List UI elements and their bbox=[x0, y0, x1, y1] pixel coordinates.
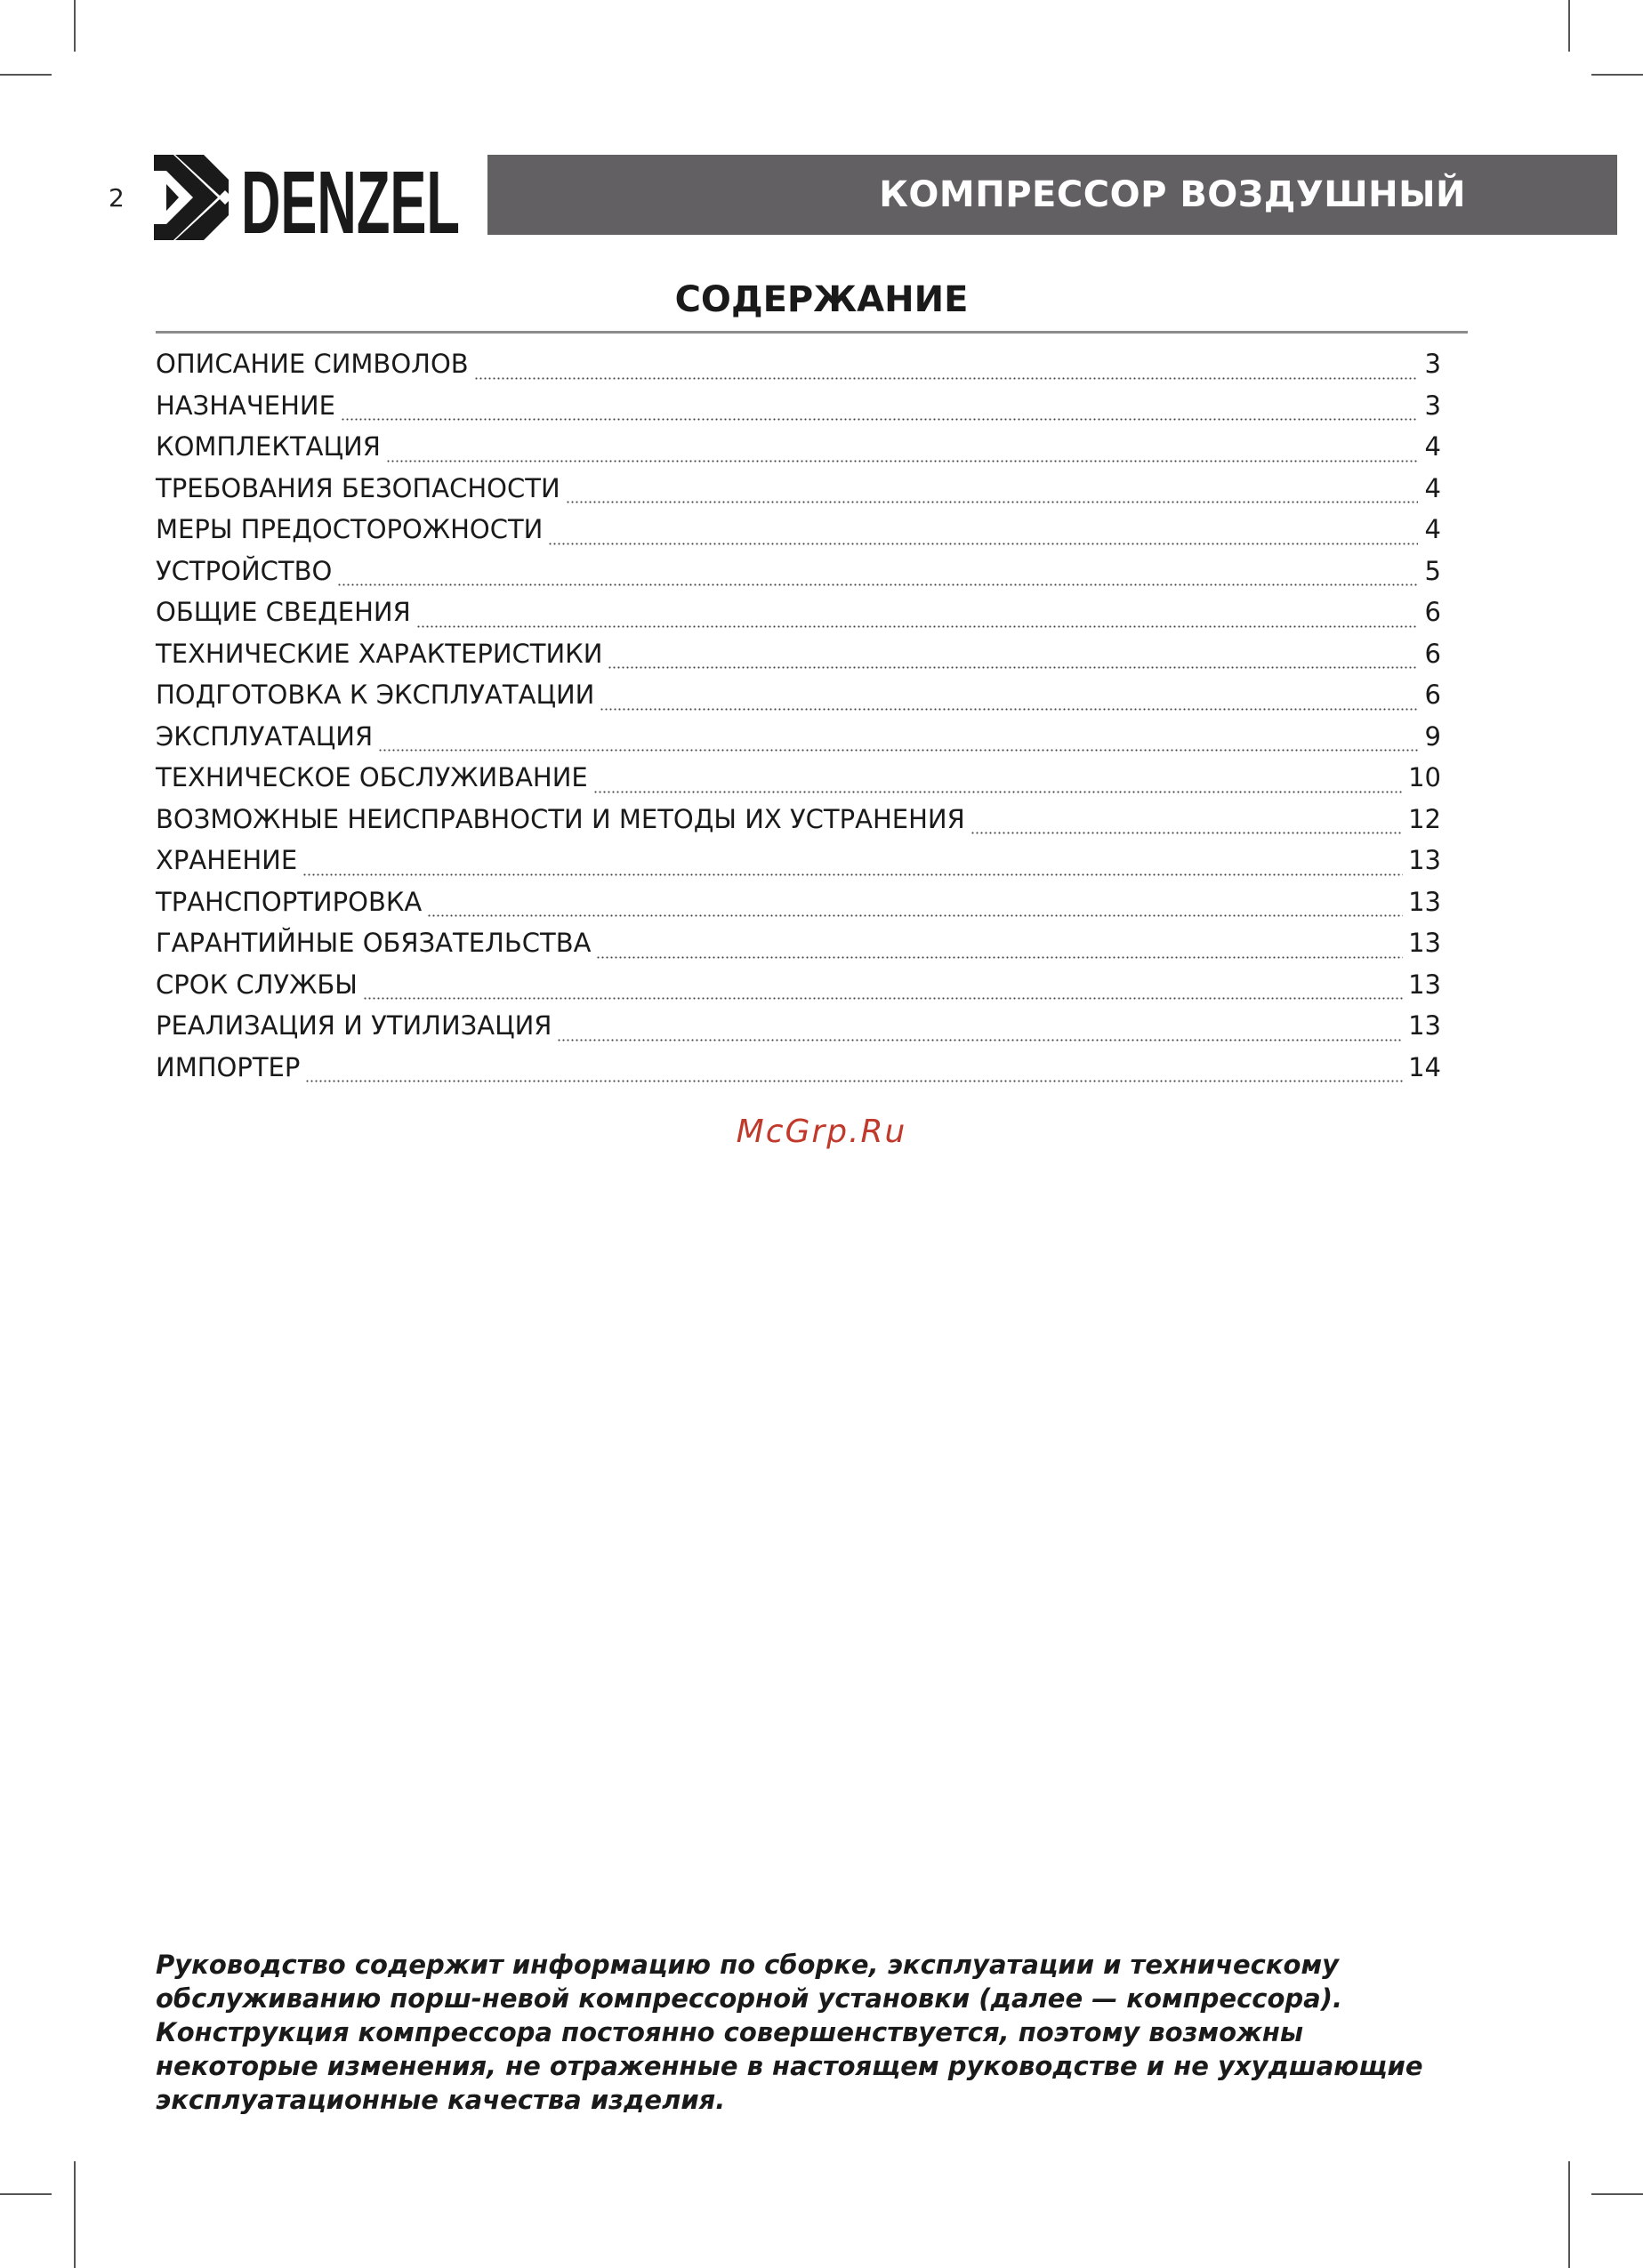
watermark: McGrp.Ru bbox=[736, 1114, 907, 1150]
toc-entry-label: ХРАНЕНИЕ bbox=[156, 845, 298, 875]
toc-leader-dots bbox=[337, 583, 1418, 586]
toc-entry[interactable] bbox=[156, 1010, 1441, 1052]
toc-entry[interactable] bbox=[156, 1052, 1441, 1094]
toc-entry-page: 6 bbox=[1424, 638, 1441, 669]
toc-entry-label: ГАРАНТИЙНЫЕ ОБЯЗАТЕЛЬСТВА bbox=[156, 928, 592, 958]
toc-entry-label: ПОДГОТОВКА К ЭКСПЛУАТАЦИИ bbox=[156, 680, 595, 710]
toc-entry-label: МЕРЫ ПРЕДОСТОРОЖНОСТИ bbox=[156, 514, 544, 544]
toc-leader-dots bbox=[596, 956, 1403, 959]
toc-entry-label: ТРАНСПОРТИРОВКА bbox=[156, 886, 423, 917]
toc-leader-dots bbox=[608, 666, 1418, 669]
toc-entry-page: 13 bbox=[1408, 969, 1441, 1000]
toc-title: СОДЕРЖАНИЕ bbox=[674, 279, 969, 320]
toc-entry-page: 13 bbox=[1408, 1010, 1441, 1041]
toc-entry-page: 9 bbox=[1424, 720, 1441, 752]
toc-entry-label: УСТРОЙСТВО bbox=[156, 555, 333, 586]
toc-leader-dots bbox=[593, 791, 1403, 793]
toc-leader-dots bbox=[970, 832, 1403, 834]
toc-leader-dots bbox=[341, 418, 1418, 421]
toc-leader-dots bbox=[363, 997, 1403, 1000]
toc-leader-dots bbox=[474, 377, 1418, 380]
toc-entry[interactable] bbox=[156, 804, 1441, 846]
toc-entry-label: ТЕХНИЧЕСКОЕ ОБСЛУЖИВАНИЕ bbox=[156, 762, 588, 792]
toc-entry-label: ОБЩИЕ СВЕДЕНИЯ bbox=[156, 597, 411, 627]
toc-leader-dots bbox=[416, 625, 1418, 628]
toc-entry-page: 4 bbox=[1424, 472, 1441, 503]
toc-entry-label: ИМПОРТЕР bbox=[156, 1051, 301, 1082]
toc-leader-dots bbox=[600, 708, 1418, 711]
toc-entry-page: 10 bbox=[1408, 762, 1441, 792]
crop-mark bbox=[0, 2193, 52, 2195]
toc-entry[interactable] bbox=[156, 721, 1441, 763]
toc-entry-label: ТРЕБОВАНИЯ БЕЗОПАСНОСТИ bbox=[156, 472, 560, 503]
toc-entry-page: 3 bbox=[1424, 349, 1441, 379]
denzel-logo bbox=[154, 151, 461, 253]
toc-entry-page: 4 bbox=[1424, 514, 1441, 544]
crop-mark bbox=[1568, 0, 1570, 52]
crop-mark bbox=[1591, 74, 1643, 76]
toc-entry-label: КОМПЛЕКТАЦИЯ bbox=[156, 431, 381, 462]
toc-title-rule bbox=[156, 331, 1468, 334]
toc-entry-label: ВОЗМОЖНЫЕ НЕИСПРАВНОСТИ И МЕТОДЫ ИХ УСТРАНЕНИЯ bbox=[156, 803, 965, 834]
toc-leader-dots bbox=[305, 1080, 1403, 1082]
toc-entry-page: 3 bbox=[1424, 390, 1441, 421]
product-title-banner bbox=[487, 155, 1617, 235]
toc-leader-dots bbox=[566, 501, 1418, 503]
toc-entry-page: 13 bbox=[1408, 928, 1441, 958]
toc-entry-label: ТЕХНИЧЕСКИЕ ХАРАКТЕРИСТИКИ bbox=[156, 638, 603, 669]
toc-entry-page: 4 bbox=[1424, 431, 1441, 462]
page-number: 2 bbox=[109, 183, 125, 213]
toc-entry-label: РЕАЛИЗАЦИЯ И УТИЛИЗАЦИЯ bbox=[156, 1010, 552, 1041]
toc-entry-label: ОПИСАНИЕ СИМВОЛОВ bbox=[156, 349, 469, 379]
toc-entry-label: СРОК СЛУЖБЫ bbox=[156, 969, 358, 1000]
toc-entry[interactable] bbox=[156, 680, 1441, 721]
toc-entry[interactable] bbox=[156, 473, 1441, 515]
toc-entry-page: 13 bbox=[1408, 845, 1441, 875]
toc-entry[interactable] bbox=[156, 887, 1441, 929]
toc-entry[interactable] bbox=[156, 431, 1441, 473]
toc-entry[interactable] bbox=[156, 928, 1441, 969]
toc-entry[interactable] bbox=[156, 349, 1441, 390]
toc-entry[interactable] bbox=[156, 597, 1441, 639]
toc-entry[interactable] bbox=[156, 969, 1441, 1011]
toc-leader-dots bbox=[302, 873, 1403, 876]
toc-leader-dots bbox=[548, 543, 1418, 545]
toc-entry-page: 13 bbox=[1408, 886, 1441, 917]
toc-leader-dots bbox=[386, 460, 1418, 462]
crop-mark bbox=[74, 2161, 76, 2268]
toc-entry[interactable] bbox=[156, 556, 1441, 598]
toc-entry-label: НАЗНАЧЕНИЕ bbox=[156, 390, 335, 421]
toc-entry-page: 6 bbox=[1424, 680, 1441, 710]
toc-leader-dots bbox=[557, 1039, 1403, 1042]
logo-wordmark: DENZEL bbox=[241, 153, 460, 253]
toc-entry-page: 5 bbox=[1424, 555, 1441, 586]
crop-mark bbox=[1568, 2161, 1570, 2268]
toc-entry-page: 6 bbox=[1424, 597, 1441, 627]
crop-mark bbox=[1591, 2193, 1643, 2195]
toc-leader-dots bbox=[378, 749, 1418, 752]
table-of-contents bbox=[156, 349, 1441, 1093]
toc-leader-dots bbox=[427, 914, 1403, 917]
toc-entry[interactable] bbox=[156, 845, 1441, 887]
toc-entry[interactable] bbox=[156, 639, 1441, 680]
product-title: КОМПРЕССОР ВОЗДУШНЫЙ bbox=[879, 174, 1466, 215]
toc-entry-label: ЭКСПЛУАТАЦИЯ bbox=[156, 720, 374, 752]
crop-mark bbox=[0, 74, 52, 76]
intro-paragraph: Руководство содержит информацию по сборке, эксплуатации и техническому обслуживанию порш-невой компрессорной установки (далее — компрессора). bbox=[156, 1950, 1342, 2014]
intro-paragraph: Конструкция компрессора постоянно совершенствуется, поэтому возможны некоторые изменения, не отраженные в настоящем руководстве и не ухудшающие эксплуатационные качества изделия. bbox=[156, 2017, 1423, 2115]
toc-entry[interactable] bbox=[156, 514, 1441, 556]
toc-entry[interactable] bbox=[156, 762, 1441, 804]
intro-note bbox=[156, 1948, 1468, 2117]
toc-entry[interactable] bbox=[156, 390, 1441, 432]
toc-entry-page: 14 bbox=[1408, 1051, 1441, 1082]
toc-entry-page: 12 bbox=[1408, 803, 1441, 834]
crop-mark bbox=[74, 0, 76, 52]
